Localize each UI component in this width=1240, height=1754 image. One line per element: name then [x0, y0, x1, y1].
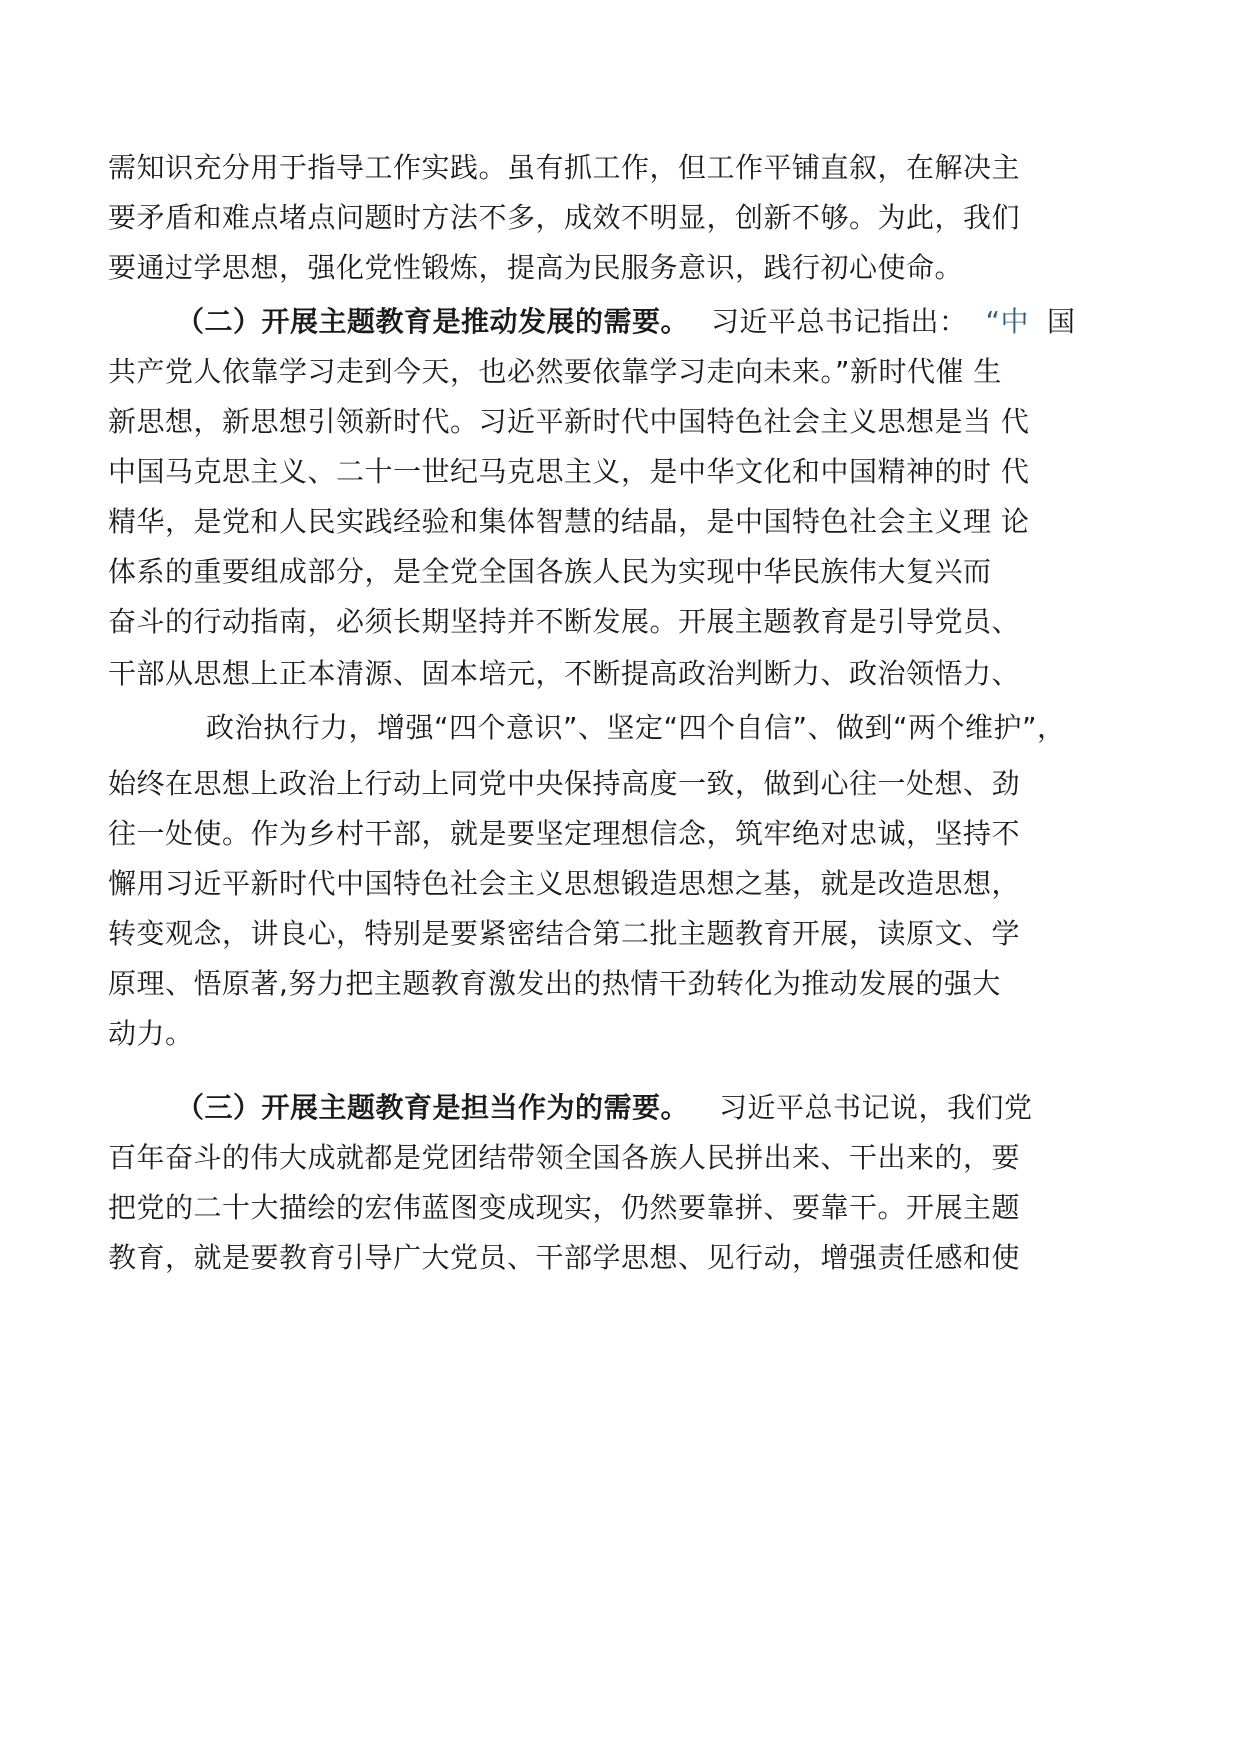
section-2-heading: （二）开展主题教育是推动发展的需要。 — [176, 305, 690, 338]
paragraph-line: 需知识充分用于指导工作实践。虽有抓工作，但工作平铺直叙，在解决主 — [108, 151, 1021, 184]
paragraph-line: 原理、悟原著,努力把主题教育激发出的热情干劲转化为推动发展的强大 — [108, 967, 1001, 1000]
paragraph-line: 中国马克思主义、二十一世纪马克思主义，是中华文化和中国精神的时 代 — [108, 455, 1030, 488]
paragraph-line: 要矛盾和难点堵点问题时方法不多，成效不明显，创新不够。为此，我们 — [108, 201, 1021, 234]
paragraph-line: 转变观念，讲良心，特别是要紧密结合第二批主题教育开展，读原文、学 — [108, 917, 1021, 950]
section-2-lead: 习近平总书记指出： — [711, 305, 968, 338]
paragraph-line: 政治执行力，增强“四个意识”、坚定“四个自信”、做到“两个维护”， — [206, 711, 1066, 744]
section-2-quote-open: “中 — [985, 305, 1030, 338]
paragraph-line: 始终在思想上政治上行动上同党中央保持高度一致，做到心往一处想、劲 — [108, 767, 1021, 800]
paragraph-line: 要通过学思想，强化党性锻炼，提高为民服务意识，践行初心使命。 — [108, 251, 964, 284]
paragraph-line: 动力。 — [108, 1017, 194, 1050]
section-3-lead: 习近平总书记说，我们党 — [719, 1091, 1033, 1124]
section-3-first-line — [176, 1088, 1033, 1128]
paragraph-line: 精华，是党和人民实践经验和集体智慧的结晶，是中国特色社会主义理 论 — [108, 505, 1030, 538]
paragraph-line: 体系的重要组成部分，是全党全国各族人民为实现中华民族伟大复兴而 — [108, 555, 992, 588]
paragraph-line: 懈用习近平新时代中国特色社会主义思想锻造思想之基，就是改造思想， — [108, 867, 1021, 900]
section-2-quote-tail: 国 — [1047, 305, 1076, 338]
paragraph-line: 教育，就是要教育引导广大党员、干部学思想、见行动，增强责任感和使 — [108, 1241, 1021, 1274]
paragraph-line: 新思想，新思想引领新时代。习近平新时代中国特色社会主义思想是当 代 — [108, 405, 1030, 438]
section-2-first-line — [176, 302, 1076, 342]
paragraph-line: 百年奋斗的伟大成就都是党团结带领全国各族人民拼出来、干出来的，要 — [108, 1141, 1021, 1174]
section-3-heading: （三）开展主题教育是担当作为的需要。 — [176, 1091, 690, 1124]
paragraph-line: 奋斗的行动指南，必须长期坚持并不断发展。开展主题教育是引导党员、 — [108, 605, 1021, 638]
paragraph-line: 把党的二十大描绘的宏伟蓝图变成现实，仍然要靠拼、要靠干。开展主题 — [108, 1191, 1021, 1224]
paragraph-line: 干部从思想上正本清源、固本培元，不断提高政治判断力、政治领悟力、 — [108, 657, 1021, 690]
paragraph-line: 共产党人依靠学习走到今天，也必然要依靠学习走向未来。”新时代催 生 — [108, 355, 1002, 388]
paragraph-line: 往一处使。作为乡村干部，就是要坚定理想信念，筑牢绝对忠诚，坚持不 — [108, 817, 1021, 850]
